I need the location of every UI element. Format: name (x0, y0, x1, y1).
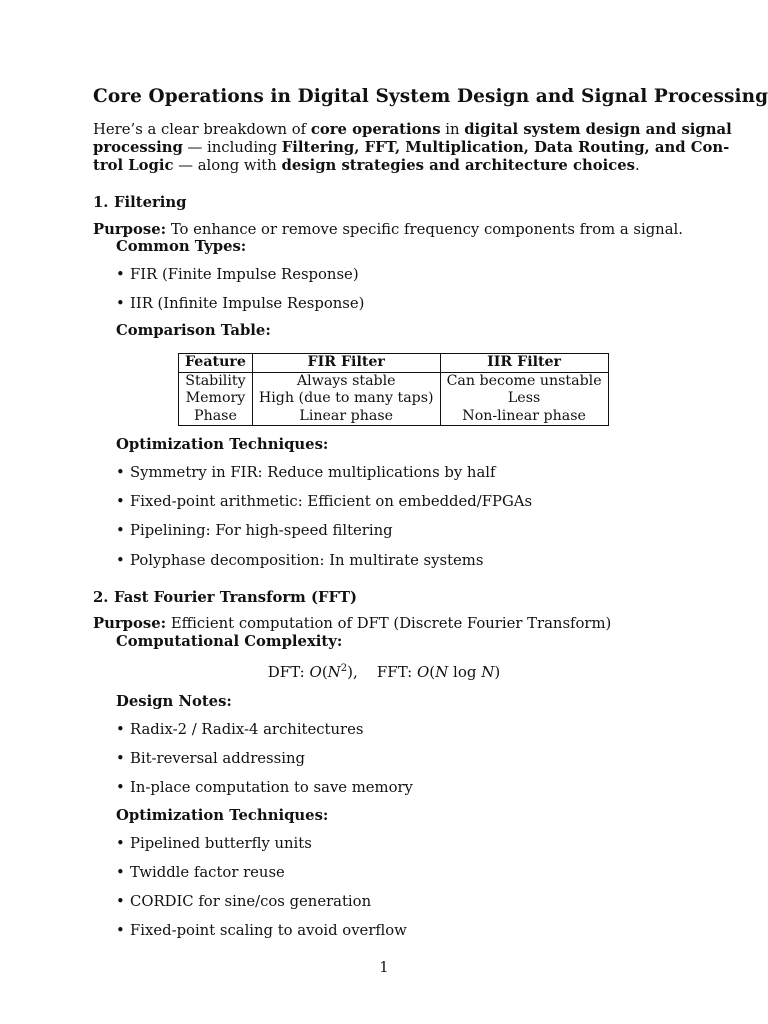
optimization-label: Optimization Techniques: (116, 436, 329, 453)
table-cell: Non-linear phase (462, 407, 586, 424)
intro-text: in (440, 121, 465, 138)
purpose-filtering (93, 221, 683, 238)
intro-bold: core operations (310, 121, 441, 138)
intro-text: Here’s a clear breakdown of (93, 121, 311, 138)
bullet-icon: • (116, 266, 125, 283)
list-item-text: IIR (Infinite Impulse Response) (130, 295, 365, 312)
list-item-text: FIR (Finite Impulse Response) (130, 266, 359, 283)
optimization-label: Optimization Techniques: (116, 807, 329, 824)
purpose-label: Purpose: (93, 615, 167, 632)
list-item (116, 750, 305, 767)
bullet-icon: • (116, 922, 125, 939)
bullet-icon: • (116, 552, 125, 569)
list-item (116, 779, 413, 796)
purpose-text: To enhance or remove specific frequency components from a signal. (166, 221, 683, 238)
purpose-label: Purpose: (93, 221, 167, 238)
bullet-icon: • (116, 464, 125, 481)
list-item-text: Polyphase decomposition: In multirate systems (130, 552, 484, 569)
section-title: Filtering (114, 194, 187, 211)
list-item-text: Fixed-point arithmetic: Efficient on embedded/FPGAs (130, 493, 533, 510)
comparison-table (178, 353, 609, 426)
bullet-icon: • (116, 835, 125, 852)
table-row (179, 408, 609, 426)
purpose-text: Efficient computation of DFT (Discrete Fourier Transform) (166, 615, 612, 632)
table-cell: Linear phase (252, 408, 440, 426)
list-item (116, 522, 393, 539)
list-item-text: CORDIC for sine/cos generation (130, 893, 372, 910)
table-row (179, 390, 609, 408)
list-item (116, 295, 364, 312)
bullet-icon: • (116, 493, 125, 510)
list-item (116, 835, 312, 852)
page-title: Core Operations in Digital System Design and Signal Processing (93, 86, 768, 107)
dft-label: DFT: (267, 663, 310, 681)
intro-line-1 (93, 121, 732, 139)
table-cell: Stability (179, 372, 253, 390)
page-number: 1 (379, 959, 389, 976)
list-item-text: Symmetry in FIR: Reduce multiplications by half (130, 464, 496, 481)
intro-bold: processing (93, 139, 183, 156)
table-cell: Memory (179, 390, 253, 408)
intro-text: — including (182, 139, 282, 156)
bullet-icon: • (116, 522, 125, 539)
intro-bold: Filtering, FFT, Multiplication, Data Routing, and Con- (281, 139, 730, 156)
bullet-icon: • (116, 750, 125, 767)
table-header: FIR Filter (252, 354, 440, 373)
list-item-text: Twiddle factor reuse (130, 864, 285, 881)
section-heading-filtering (93, 194, 187, 211)
intro-line-3 (93, 157, 675, 175)
section-title: Fast Fourier Transform (FFT) (114, 589, 357, 606)
list-item (116, 464, 495, 481)
list-item (116, 721, 363, 738)
list-item (116, 493, 532, 510)
complexity-formula: DFT: $O(N^2)$, FFT: O(N log N) (267, 663, 501, 681)
intro-line-2 (93, 139, 730, 157)
design-notes-label: Design Notes: (116, 693, 232, 710)
list-item (116, 552, 483, 569)
bullet-icon: • (116, 295, 125, 312)
comparison-table-label: Comparison Table: (116, 322, 271, 339)
intro-bold: trol Logic (93, 157, 174, 174)
list-item (116, 266, 359, 283)
table-cell: High (due to many taps) (252, 390, 440, 408)
fft-label: FFT: (376, 663, 417, 681)
list-item-text: Bit-reversal addressing (130, 750, 305, 767)
complexity-label: Computational Complexity: (116, 633, 343, 650)
list-item-text: Pipelined butterfly units (130, 835, 312, 852)
list-item (116, 893, 371, 910)
table-header: Feature (179, 354, 253, 373)
table-cell: Less (507, 390, 541, 406)
intro-bold: digital system design and signal (464, 121, 732, 138)
list-item-text: Fixed-point scaling to avoid overflow (130, 922, 407, 939)
table-row (179, 372, 609, 390)
intro-bold: design strategies and architecture choices (281, 157, 635, 174)
table-cell: Always stable (252, 372, 440, 390)
list-item-text: In-place computation to save memory (130, 779, 413, 796)
purpose-fft (93, 615, 611, 632)
list-item-text: Pipelining: For high-speed filtering (130, 522, 393, 539)
table-header-row (179, 354, 609, 373)
section-number: 1. (93, 194, 109, 211)
table-cell: Phase (179, 408, 253, 426)
bullet-icon: • (116, 864, 125, 881)
bullet-icon: • (116, 779, 125, 796)
list-item-text: Radix-2 / Radix-4 architectures (130, 721, 364, 738)
section-heading-fft (93, 589, 357, 606)
intro-text: — along with (173, 157, 282, 174)
common-types-label: Common Types: (116, 238, 247, 255)
list-item (116, 864, 285, 881)
list-item (116, 922, 407, 939)
intro-text: . (634, 157, 640, 174)
table-header: IIR Filter (440, 354, 608, 373)
bullet-icon: • (116, 893, 125, 910)
section-number: 2. (93, 589, 109, 606)
table-cell: Can become unstable (446, 372, 602, 389)
bullet-icon: • (116, 721, 125, 738)
